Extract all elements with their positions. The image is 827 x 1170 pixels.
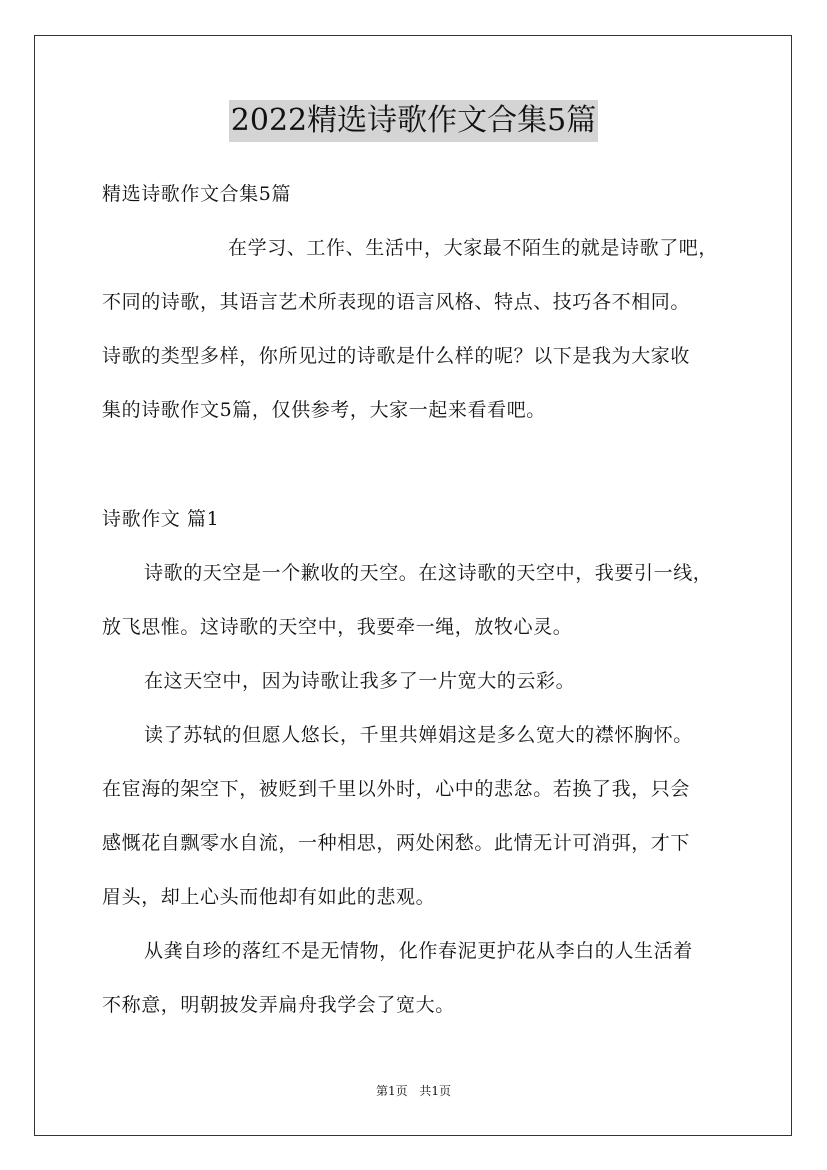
paragraph-line: 不称意，明朝披发弄扁舟我学会了宽大。 xyxy=(102,994,455,1016)
paragraph-line: 读了苏轼的但愿人悠长，千里共婵娟这是多么宽大的襟怀胸怀。 xyxy=(144,724,693,746)
page-number: 第1页 xyxy=(375,1084,408,1098)
paragraph-line: 不同的诗歌，其语言艺术所表现的语言风格、特点、技巧各不相同。 xyxy=(102,291,691,313)
paragraph-line: 放飞思惟。这诗歌的天空中，我要牵一绳，放牧心灵。 xyxy=(102,616,573,638)
paragraph-line: 感慨花自飘零水自流，一种相思，两处闲愁。此情无计可消弭，才下 xyxy=(102,832,691,854)
page-total: 共1页 xyxy=(419,1084,452,1098)
paragraph-line: 眉头，却上心头而他却有如此的悲观。 xyxy=(102,886,436,908)
section-heading: 诗歌作文 篇1 xyxy=(102,508,220,530)
paragraph-line: 诗歌的类型多样，你所见过的诗歌是什么样的呢？以下是我为大家收 xyxy=(102,345,691,367)
paragraph-line: 在宦海的架空下，被贬到千里以外时，心中的悲忿。若换了我，只会 xyxy=(102,778,691,800)
title-container xyxy=(0,100,827,142)
document-title: 2022精选诗歌作文合集5篇 xyxy=(229,100,598,142)
paragraph-line: 集的诗歌作文5篇，仅供参考，大家一起来看看吧。 xyxy=(102,399,546,421)
paragraph-line: 从龚自珍的落红不是无情物，化作春泥更护花从李白的人生活着 xyxy=(144,940,693,962)
paragraph-line: 在这天空中，因为诗歌让我多了一片宽大的云彩。 xyxy=(144,670,576,692)
page-footer xyxy=(0,1083,827,1099)
paragraph-line: 诗歌的天空是一个歉收的天空。在这诗歌的天空中，我要引一线， xyxy=(144,562,713,584)
paragraph-line: 在学习、工作、生活中，大家最不陌生的就是诗歌了吧， xyxy=(228,237,719,259)
document-subtitle: 精选诗歌作文合集5篇 xyxy=(102,183,292,205)
